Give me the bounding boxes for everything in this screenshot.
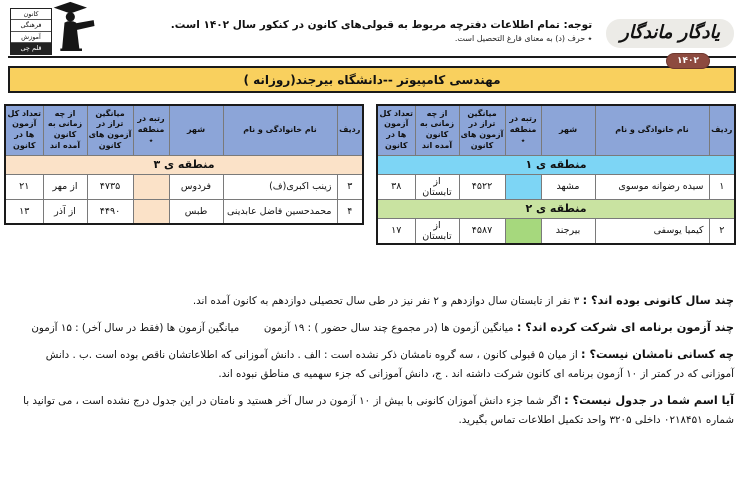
results-table-regions-1-2	[376, 104, 736, 245]
logo-sign-row: قلم چی	[11, 43, 51, 54]
cell-region-rank	[133, 199, 169, 224]
note-text: از میان ۵ قبولی کانون ، سه گروه نامشان ذکر نشده است : الف . دانش آموزانی که اطلاعاتشان ناقص بوده است .ب . دانش آموزانی که در کمتر از ۱۰ آزمون برنامه ای کانون شرکت داشته اند . ج، دانش آموزانی که جزء سهمیه ی مناطق نبوده اند.	[45, 349, 734, 381]
note-text-2: میانگین آزمون ها (فقط در سال آخر) : ۱۵ آزمون	[31, 321, 240, 334]
cell-avg-score: ۴۵۸۷	[459, 218, 505, 244]
brand-name: یادگار ماندگار	[606, 19, 734, 48]
note-paragraph	[10, 391, 734, 430]
cell-avg-score: ۴۷۳۵	[87, 174, 133, 199]
cell-name: زینب اکبری(ف)	[223, 174, 337, 199]
cell-region-rank	[505, 218, 541, 244]
header-note-line2: ٭ حرف (د) به معنای فارغ التحصیل است.	[454, 34, 593, 43]
cell-city: بیرجند	[541, 218, 595, 244]
logo-sign-row: کانون	[11, 9, 51, 21]
page-header	[8, 0, 736, 66]
note-label: چند آزمون برنامه ای شرکت کرده اند؟ :	[516, 320, 734, 334]
results-tables	[8, 104, 736, 245]
graduate-icon	[52, 0, 102, 52]
note-text: میانگین آزمون ها (در مجموع چند سال حضور ) : ۱۹ آزمون	[263, 321, 514, 334]
column-header-region-rank: رتبه در منطقه ٭	[505, 105, 541, 155]
note-label: چند سال کانونی بوده اند؟ :	[582, 293, 734, 307]
region-band-label: منطقه ی ۱	[377, 155, 735, 174]
cell-since: از تابستان	[415, 174, 459, 199]
page-title: مهندسی کامپیوتر --دانشگاه بیرجند(روزانه )	[8, 66, 736, 93]
table-row	[5, 199, 363, 224]
cell-name: سیده رضوانه موسوی	[595, 174, 709, 199]
table-row	[377, 218, 735, 244]
region-band-2	[377, 199, 735, 218]
column-header-row-number: ردیف	[709, 105, 735, 155]
cell-region-rank	[133, 174, 169, 199]
results-table-region-3	[4, 104, 364, 225]
region-band-label: منطقه ی ۳	[5, 155, 363, 174]
note-paragraph	[10, 318, 734, 338]
cell-total-exams: ۱۳	[5, 199, 43, 224]
column-header-avg-score: میانگین تراز در آزمون های کانون	[459, 105, 505, 155]
region-band-label: منطقه ی ۲	[377, 199, 735, 218]
cell-region-rank	[505, 174, 541, 199]
year-badge: ۱۴۰۲	[666, 53, 710, 69]
cell-total-exams: ۱۷	[377, 218, 415, 244]
note-text: اگر شما جزء دانش آموزان کانونی با بیش از ۱۰ آزمون در سال آخر هستید و نامتان در این جدول درج نشده است ، می توانید با شماره ۰۲۱۸۴۵۱ داخلی ۳۲۰۵ واحد تکمیل اطلاعات تماس بگیرید.	[23, 395, 734, 427]
cell-city: مشهد	[541, 174, 595, 199]
cell-since: از تابستان	[415, 218, 459, 244]
cell-since: از مهر	[43, 174, 87, 199]
table-row	[377, 174, 735, 199]
note-paragraph	[10, 291, 734, 311]
region-band-3	[5, 155, 363, 174]
cell-avg-score: ۴۵۲۲	[459, 174, 505, 199]
cell-avg-score: ۴۴۹۰	[87, 199, 133, 224]
column-header-since: از چه زمانی به کانون آمده اند	[43, 105, 87, 155]
table-row	[5, 174, 363, 199]
header-note-line1: توجه: تمام اطلاعات دفترچه مربوط به قبولی‌های کانون در کنکور سال ۱۴۰۲ است.	[170, 19, 593, 31]
header-note	[171, 19, 592, 43]
logo-sign-row: آموزش	[11, 32, 51, 44]
column-header-avg-score: میانگین تراز در آزمون های کانون	[87, 105, 133, 155]
cell-row-number: ۳	[337, 174, 363, 199]
column-header-region-rank: رتبه در منطقه ٭	[133, 105, 169, 155]
note-text: ۳ نفر از تابستان سال دوازدهم و ۲ نفر نیز در طی سال تحصیلی دوازدهم به کانون آمده اند.	[192, 294, 580, 307]
table-header-row	[377, 105, 735, 155]
cell-row-number: ۲	[709, 218, 735, 244]
logo-sign-row: فرهنگی	[11, 20, 51, 32]
notes-section	[8, 291, 736, 430]
note-label: آیا اسم شما در جدول نیست؟ :	[564, 394, 734, 408]
region-band-1	[377, 155, 735, 174]
note-label: چه کسانی نامشان نیست؟ :	[581, 348, 734, 362]
note-paragraph	[10, 345, 734, 384]
cell-name: کیمیا یوسفی	[595, 218, 709, 244]
table-header-row	[5, 105, 363, 155]
cell-total-exams: ۲۱	[5, 174, 43, 199]
cell-row-number: ۴	[337, 199, 363, 224]
kanoon-logo	[10, 0, 102, 55]
cell-city: طبس	[169, 199, 223, 224]
cell-row-number: ۱	[709, 174, 735, 199]
column-header-city: شهر	[541, 105, 595, 155]
column-header-name: نام خانوادگی و نام	[595, 105, 709, 155]
cell-name: محمدحسین فاضل عابدینی	[223, 199, 337, 224]
column-header-since: از چه زمانی به کانون آمده اند	[415, 105, 459, 155]
cell-since: از آذر	[43, 199, 87, 224]
column-header-city: شهر	[169, 105, 223, 155]
cell-total-exams: ۳۸	[377, 174, 415, 199]
column-header-name: نام خانوادگی و نام	[223, 105, 337, 155]
column-header-total-exams: تعداد کل آزمون ها در کانون	[377, 105, 415, 155]
column-header-total-exams: تعداد کل آزمون ها در کانون	[5, 105, 43, 155]
cell-city: فردوس	[169, 174, 223, 199]
brand-wordmark	[606, 19, 734, 66]
logo-sign	[10, 8, 52, 55]
column-header-row-number: ردیف	[337, 105, 363, 155]
